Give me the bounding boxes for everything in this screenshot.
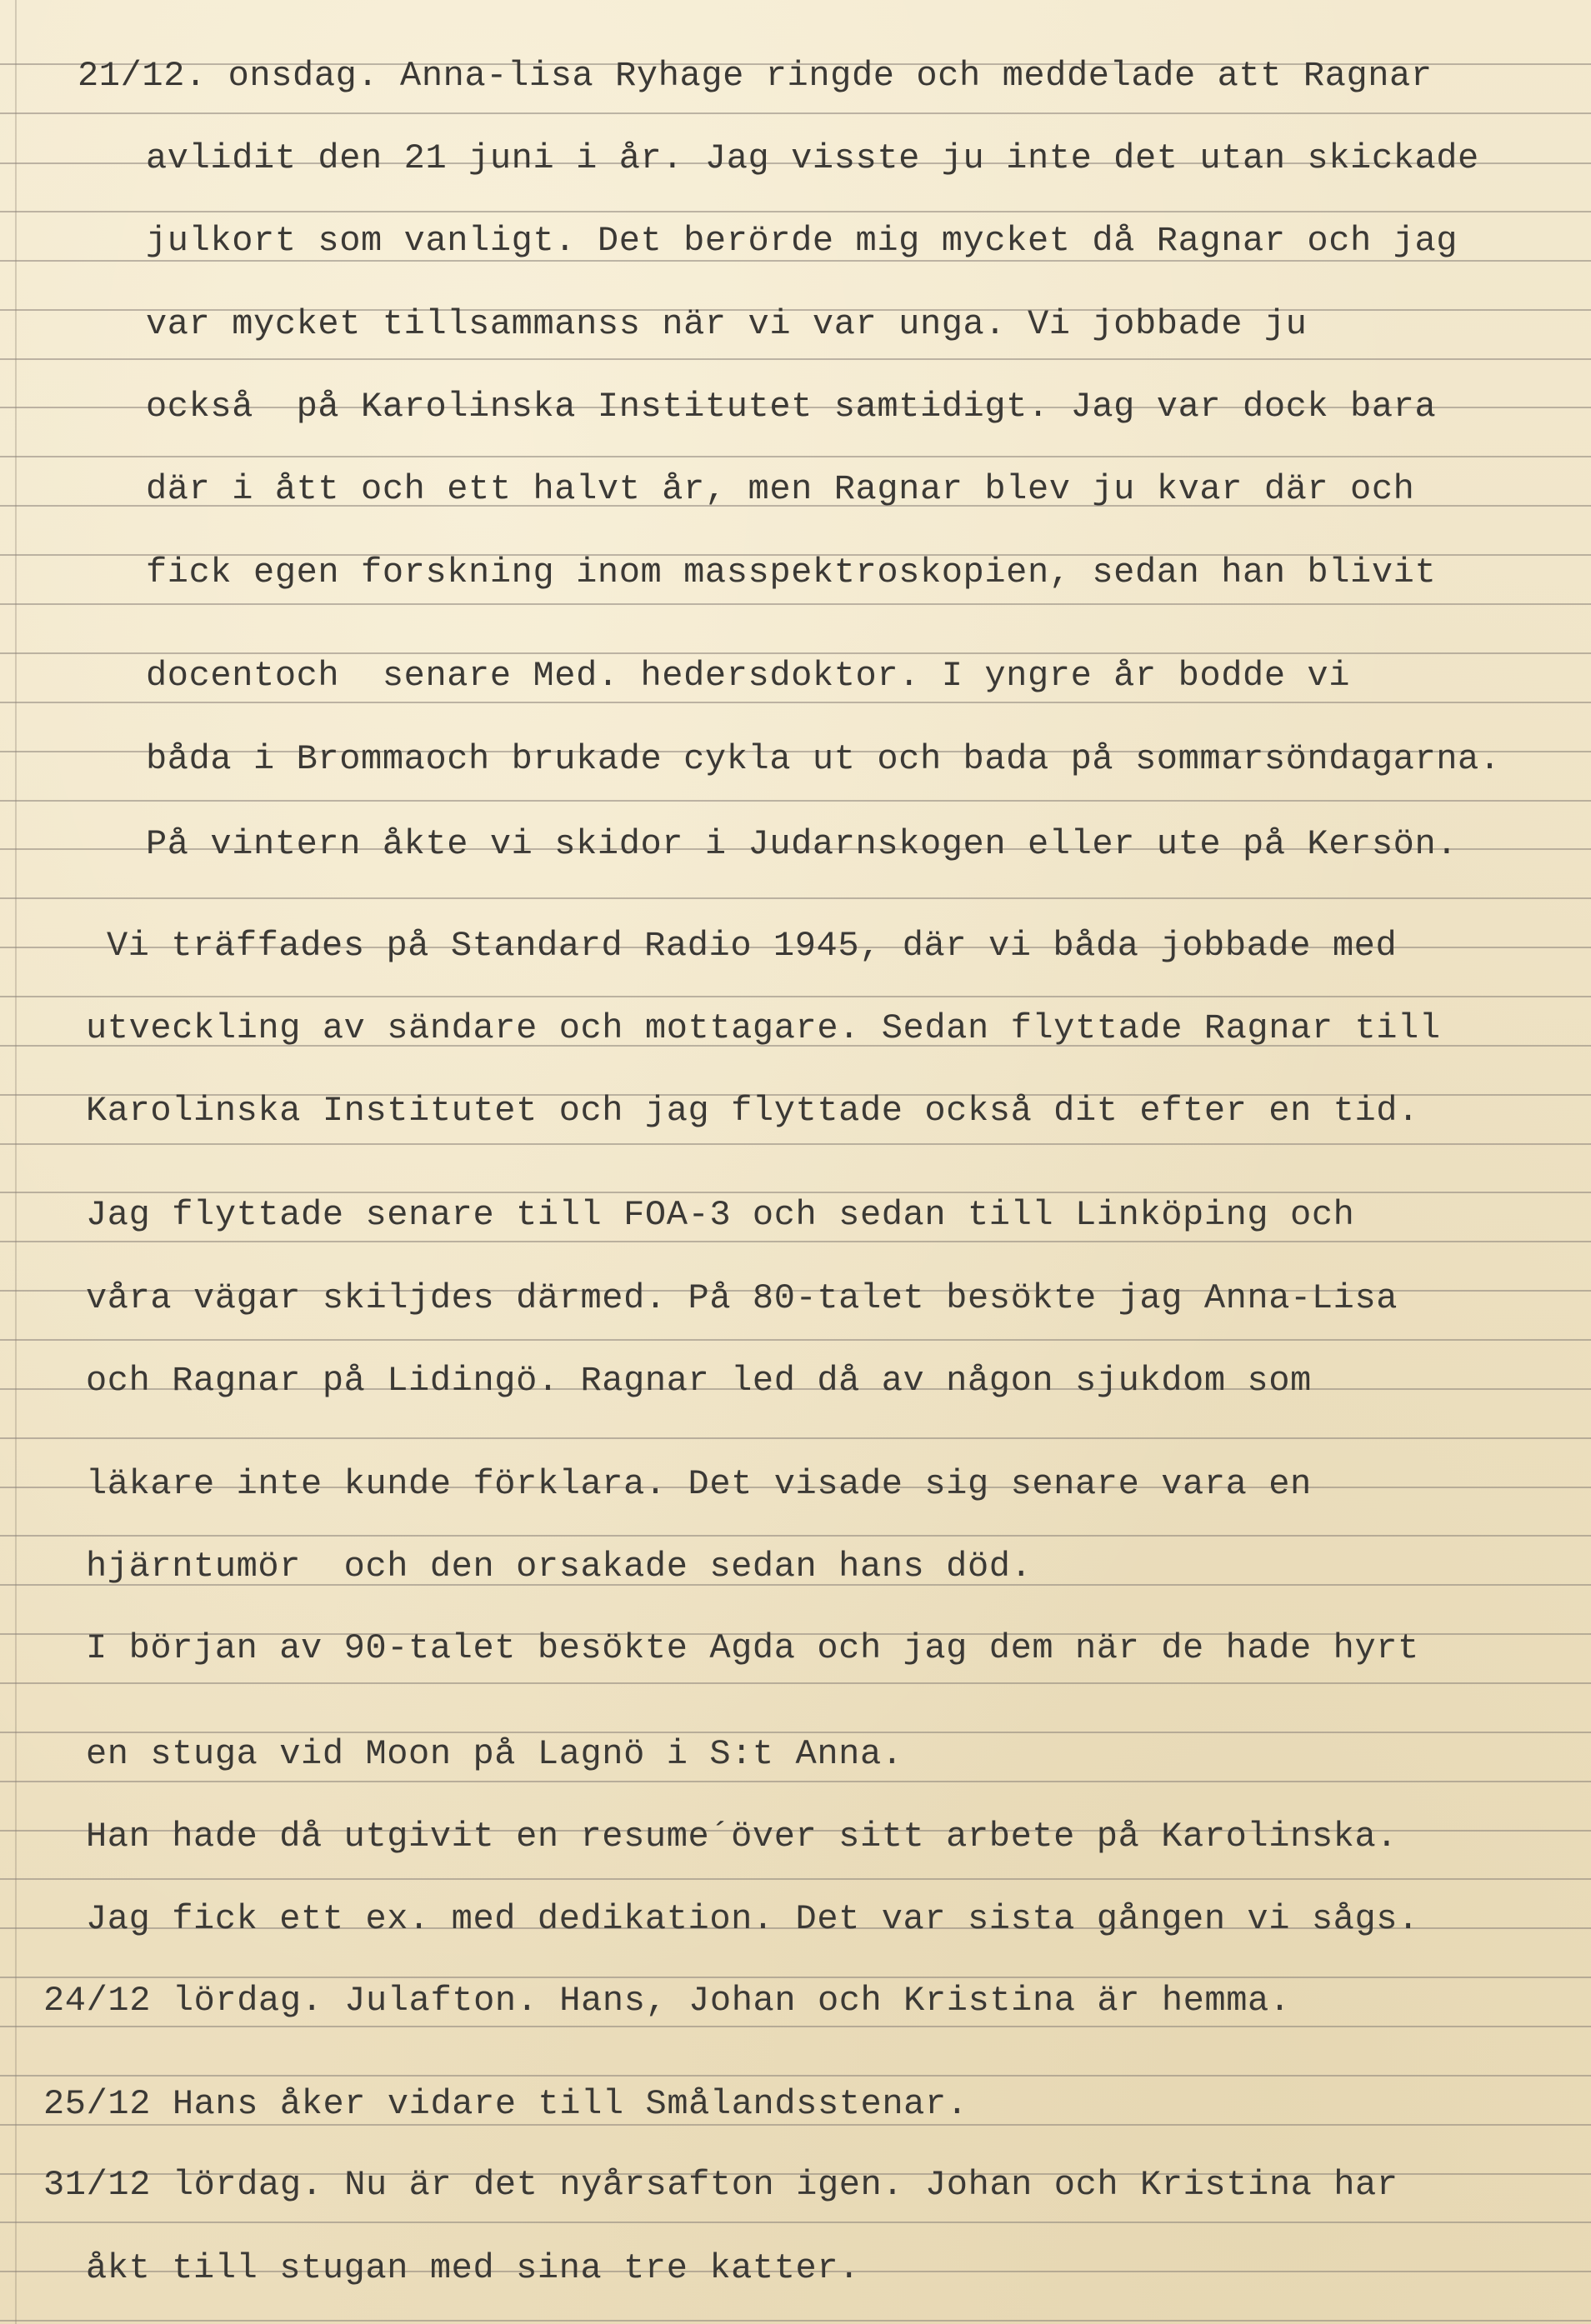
ruled-line <box>0 1977 1591 1978</box>
text-line-23: 24/12 lördag. Julafton. Hans, Johan och Kristina är hemma. <box>43 1981 1291 2021</box>
ruled-line <box>0 603 1591 605</box>
text-line-1: 21/12. onsdag. Anna-lisa Ryhage ringde och meddelade att Ragnar <box>78 56 1433 96</box>
text-line-12: utveckling av sändare och mottagare. Sedan flyttade Ragnar till <box>86 1008 1441 1048</box>
ruled-line <box>0 800 1591 802</box>
text-line-9: båda i Brommaoch brukade cykla ut och bada på sommarsöndagarna. <box>146 739 1501 779</box>
text-line-11: Vi träffades på Standard Radio 1945, där vi båda jobbade med <box>107 926 1398 966</box>
ruled-line <box>0 996 1591 997</box>
text-line-20: en stuga vid Moon på Lagnö i S:t Anna. <box>86 1734 903 1774</box>
text-line-6: där i ått och ett halvt år, men Ragnar blev ju kvar där och <box>146 469 1415 509</box>
ruled-line <box>0 1682 1591 1684</box>
ruled-line <box>0 702 1591 703</box>
ruled-line <box>0 2222 1591 2223</box>
text-line-13: Karolinska Institutet och jag flyttade också dit efter en tid. <box>86 1091 1419 1131</box>
ruled-line <box>0 1143 1591 1145</box>
text-line-10: På vintern åkte vi skidor i Judarnskogen eller ute på Kersön. <box>146 824 1458 864</box>
ruled-line <box>0 112 1591 114</box>
text-line-3: julkort som vanligt. Det berörde mig mycket då Ragnar och jag <box>146 221 1458 261</box>
ruled-line <box>0 2026 1591 2027</box>
text-line-7: fick egen forskning inom masspektroskopien, sedan han blivit <box>146 552 1437 592</box>
ruled-line <box>0 897 1591 899</box>
text-line-24: 25/12 Hans åker vidare till Smålandsstenar. <box>43 2084 968 2124</box>
ruled-line <box>0 1339 1591 1341</box>
text-line-25: 31/12 lördag. Nu är det nyårsafton igen. Johan och Kristina har <box>43 2165 1398 2205</box>
text-line-19: I början av 90-talet besökte Agda och jag dem när de hade hyrt <box>86 1628 1419 1668</box>
ruled-line <box>0 358 1591 360</box>
ruled-line <box>0 1241 1591 1242</box>
ruled-line <box>0 211 1591 212</box>
text-line-14: Jag flyttade senare till FOA-3 och sedan till Linköping och <box>86 1195 1355 1235</box>
ruled-line <box>0 2075 1591 2077</box>
left-margin-line <box>15 0 17 2324</box>
text-line-17: läkare inte kunde förklara. Det visade sig senare vara en <box>86 1464 1312 1504</box>
ruled-line <box>0 1437 1591 1439</box>
ruled-line <box>0 652 1591 654</box>
ruled-line <box>0 1878 1591 1880</box>
text-line-21: Han hade då utgivit en resume´över sitt arbete på Karolinska. <box>86 1817 1398 1857</box>
text-line-18: hjärntumör och den orsakade sedan hans död. <box>86 1547 1033 1587</box>
ruled-line <box>0 2320 1591 2322</box>
text-line-15: våra vägar skiljdes därmed. På 80-talet besökte jag Anna-Lisa <box>86 1278 1398 1318</box>
text-line-2: avlidit den 21 juni i år. Jag visste ju inte det utan skickade <box>146 138 1479 178</box>
text-line-8: docentoch senare Med. hedersdoktor. I yngre år bodde vi <box>146 656 1351 696</box>
text-line-5: också på Karolinska Institutet samtidigt. Jag var dock bara <box>146 387 1437 427</box>
text-line-26: åkt till stugan med sina tre katter. <box>86 2248 860 2288</box>
text-line-22: Jag fick ett ex. med dedikation. Det var sista gången vi sågs. <box>86 1899 1419 1939</box>
text-line-16: och Ragnar på Lidingö. Ragnar led då av någon sjukdom som <box>86 1361 1312 1401</box>
text-line-4: var mycket tillsammanss när vi var unga. Vi jobbade ju <box>146 304 1308 344</box>
ruled-line <box>0 1192 1591 1193</box>
ruled-line <box>0 456 1591 457</box>
ruled-line <box>0 1781 1591 1782</box>
ruled-line <box>0 1535 1591 1537</box>
